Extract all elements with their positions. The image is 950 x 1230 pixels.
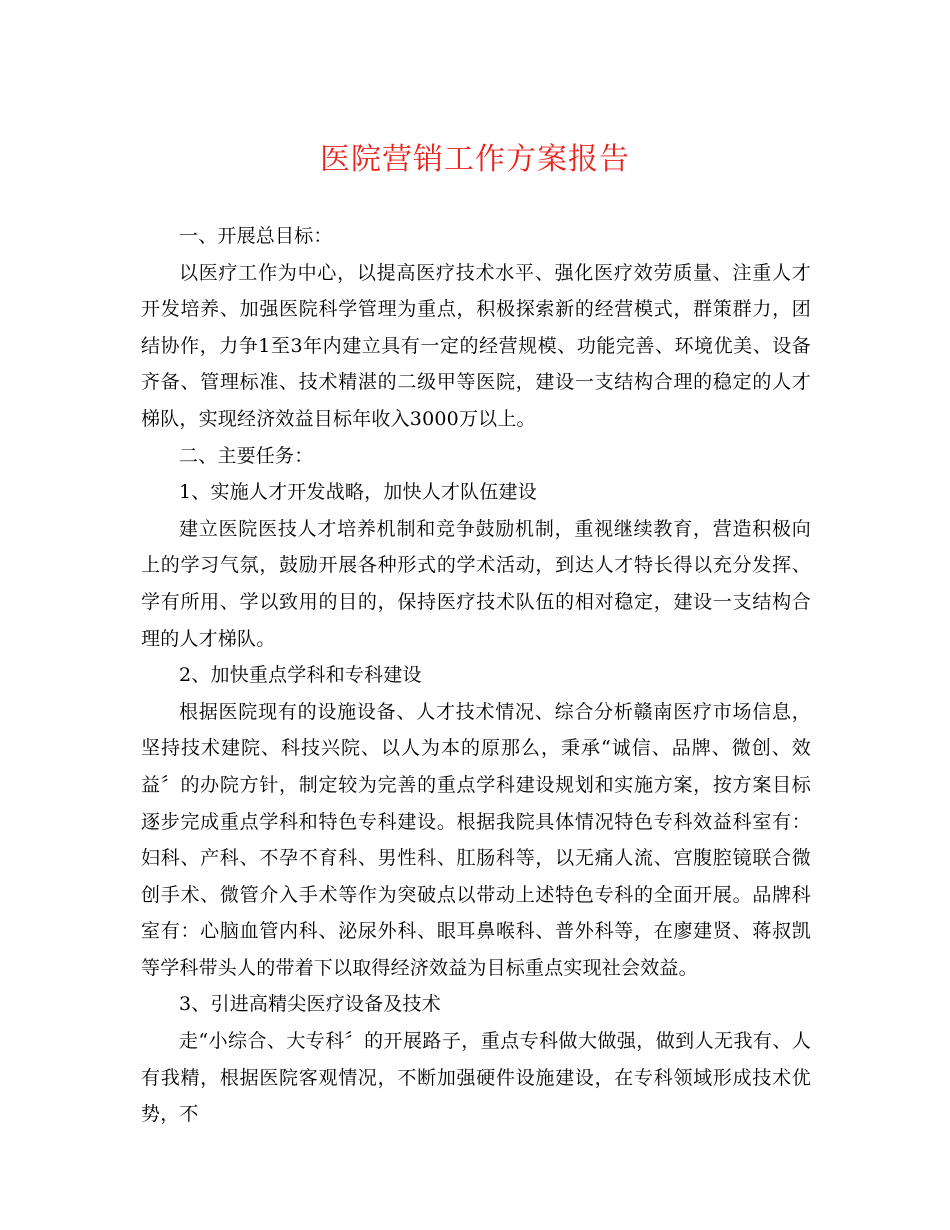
- document-body: [141, 218, 811, 1133]
- paragraph-equipment-detail: 走“小综合、大专科〞的开展路子，重点专科做大做强，做到人无我有、人有我精，根据医院客观情况，不断加强硬件设施建设，在专科领域形成技术优势，不: [141, 1030, 811, 1126]
- document-title: 医院营销工作方案报告: [320, 142, 630, 177]
- paragraph-goal-detail: 以医疗工作为中心，以提高医疗技术水平、强化医疗效劳质量、注重人才开发培养、加强医院科学管理为重点，积极探索新的经营模式，群策群力，团结协作，力争1至3年内建立具有一定的经营规模、功能完善、环境优美、设备齐备、管理标准、技术精湛的二级甲等医院，建设一支结构合理的稳定的人才梯队，实现经济效益目标年收入3000万以上。: [141, 261, 811, 430]
- paragraph-talent-detail: 建立医院医技人才培养机制和竞争鼓励机制，重视继续教育，营造积极向上的学习气氛，鼓励开展各种形式的学术活动，到达人才特长得以充分发挥、学有所用、学以致用的目的，保持医疗技术队伍的相对稳定，建设一支结构合理的人才梯队。: [141, 517, 811, 650]
- paragraph-disciplines-detail: 根据医院现有的设施设备、人才技术情况、综合分析赣南医疗市场信息，坚持技术建院、科技兴院、以人为本的原那么，秉承“诚信、品牌、微创、效益〞的办院方针，制定较为完善的重点学科建设规划和实施方案，按方案目标逐步完成重点学科和特色专科建设。根据我院具体情况特色专科效益科室有：妇科、产科、不孕不育科、男性科、肛肠科等，以无痛人流、宫腹腔镜联合微创手术、微管介入手术等作为突破点以带动上述特色专科的全面开展。品牌科室有：心脑血管内科、泌尿外科、眼耳鼻喉科、普外科等，在廖建贤、蒋叔凯等学科带头人的带着下以取得经济效益为目标重点实现社会效益。: [141, 700, 811, 979]
- task-heading-talent: 1、实施人才开发战略，加快人才队伍建设: [179, 481, 537, 504]
- section-heading-tasks: 二、主要任务：: [179, 444, 314, 467]
- section-heading-goal: 一、开展总目标：: [179, 225, 333, 247]
- task-heading-equipment: 3、引进高精尖医疗设备及技术: [179, 993, 441, 1016]
- task-heading-disciplines: 2、加快重点学科和专科建设: [179, 664, 422, 687]
